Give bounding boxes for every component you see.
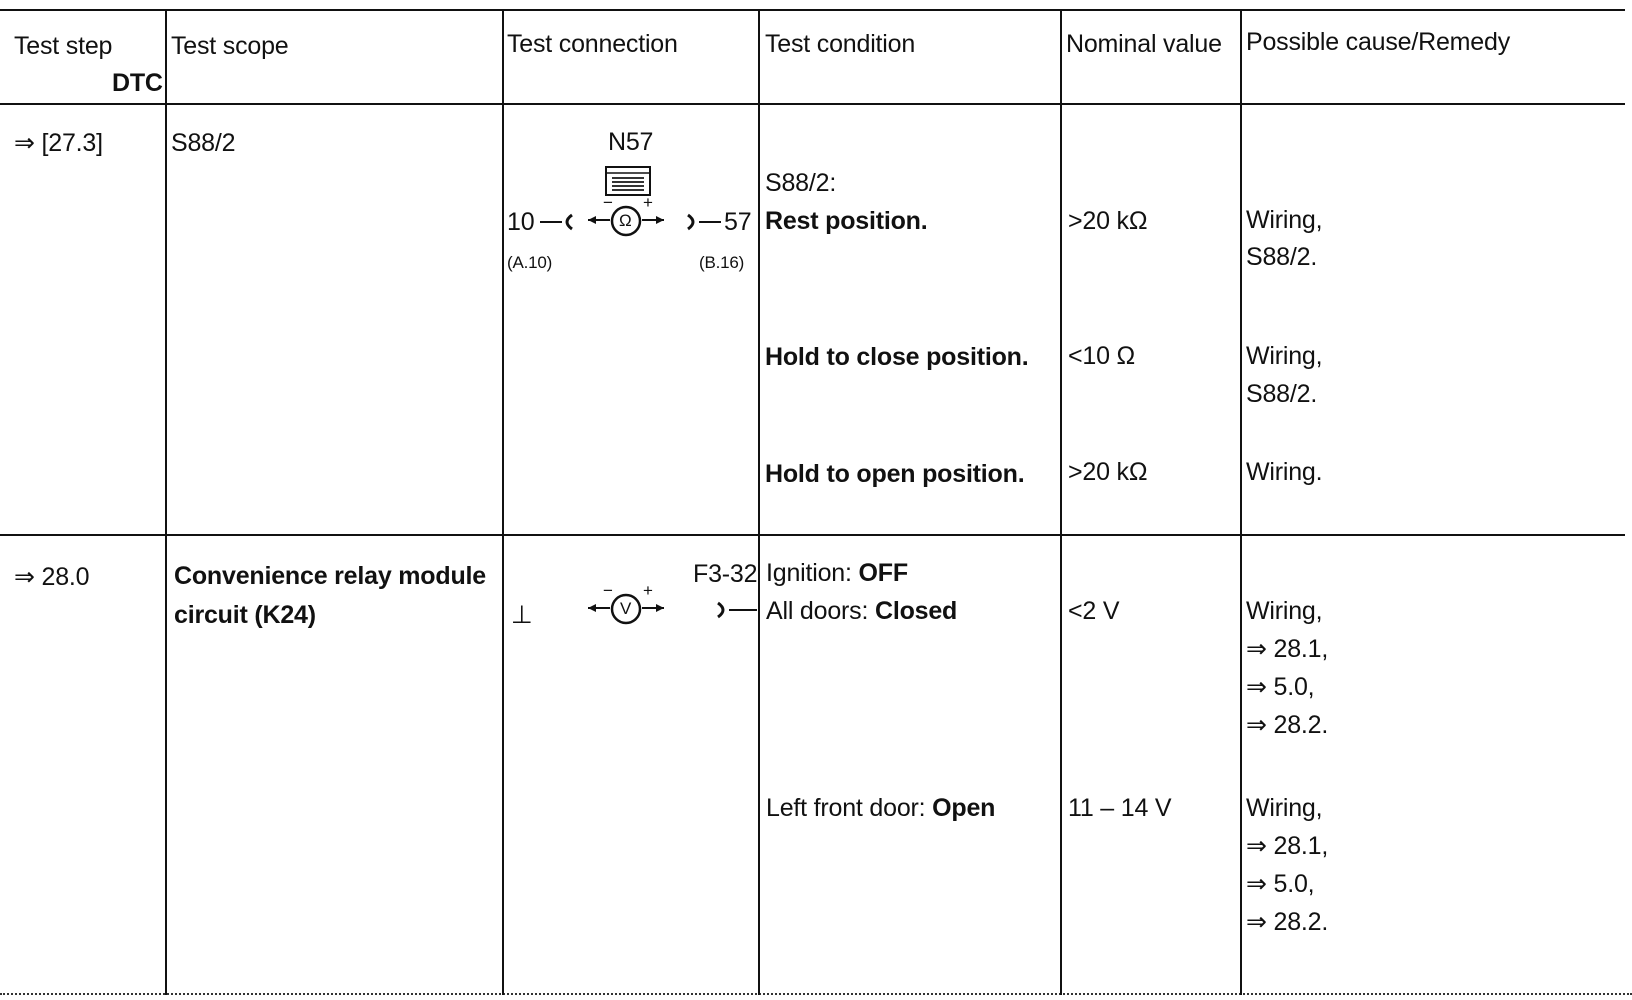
column-divider-2 [502,9,504,995]
row2-test-step: ⇒ 28.0 [14,563,90,591]
header-test-condition: Test condition [765,30,916,58]
row2-cond2-nominal: 11 – 14 V [1068,794,1172,822]
row1-cond3-text: Hold to open position. [765,460,1025,488]
header-dtc: DTC [112,69,163,97]
right-socket-connector [685,212,721,232]
row1-module-label: N57 [608,128,654,156]
doors-value: Closed [874,597,958,625]
ohmmeter-minus: − [603,193,613,212]
left-front-door-label: Left front door: [766,794,933,822]
row2-cond2-remedy-2: ⇒ 28.1, [1246,832,1329,860]
row2-cond1-line2 [766,597,957,626]
row2-terminal-label: F3-32 [693,560,758,588]
left-front-door-value: Open [932,794,996,822]
voltmeter-symbol: V [620,599,632,618]
row2-cond1-line1 [766,559,908,588]
header-test-step: Test step [14,32,113,60]
row2-cond2-remedy-1: Wiring, [1246,794,1323,822]
header-possible-cause: Possible cause/Remedy [1246,28,1510,56]
left-socket-connector [540,212,576,232]
row2-scope-line2: circuit (K24) [174,601,316,629]
row1-cond3-remedy-1: Wiring. [1246,458,1323,486]
row2-cond2-remedy-4: ⇒ 28.2. [1246,908,1329,936]
header-nominal-value: Nominal value [1066,30,1222,58]
table-top-border [0,9,1625,11]
column-divider-3 [758,9,760,995]
header-test-scope: Test scope [171,32,289,60]
row2-cond2-line1 [766,794,995,823]
row2-cond1-nominal: <2 V [1068,597,1120,625]
ohmmeter-symbol: Ω [619,211,632,230]
terminal-socket-connector [715,600,757,620]
row1-test-scope: S88/2 [171,129,236,157]
ohmmeter-plus: + [643,193,653,212]
ignition-label: Ignition: [766,559,859,587]
ground-symbol: ⊥ [511,601,533,629]
row2-cond1-remedy-1: Wiring, [1246,597,1323,625]
row1-pin-right: 57 [724,208,752,236]
row2-cond1-remedy-4: ⇒ 28.2. [1246,711,1329,739]
row1-cond1-prefix: S88/2: [765,169,837,197]
voltmeter-plus: + [643,581,653,600]
row1-cond2-remedy-2: S88/2. [1246,380,1318,408]
row1-pin-left: 10 [507,208,535,236]
row1-cond3-nominal: >20 kΩ [1068,458,1148,486]
header-test-connection: Test connection [507,30,678,58]
row1-pin-right-ref: (B.16) [699,253,745,272]
row1-test-step: ⇒ [27.3] [14,129,103,157]
row2-cond1-remedy-3: ⇒ 5.0, [1246,673,1315,701]
row1-cond2-remedy-1: Wiring, [1246,342,1323,370]
column-divider-5 [1240,9,1242,995]
row1-cond2-text: Hold to close position. [765,343,1029,371]
row1-cond1-remedy-2: S88/2. [1246,243,1318,271]
doors-label: All doors: [766,597,875,625]
row-divider [0,534,1625,536]
header-divider [0,103,1625,105]
row1-cond1-remedy-1: Wiring, [1246,206,1323,234]
voltmeter-minus: − [603,581,613,600]
table-bottom-dotted-border [0,993,1632,995]
row2-cond1-remedy-2: ⇒ 28.1, [1246,635,1329,663]
column-divider-1 [165,9,167,995]
row1-cond2-nominal: <10 Ω [1068,342,1136,370]
row1-cond1-text: Rest position. [765,207,928,235]
row1-pin-left-ref: (A.10) [507,253,553,272]
row2-scope-line1: Convenience relay module [174,562,486,590]
ignition-value: OFF [858,559,908,587]
column-divider-4 [1060,9,1062,995]
row1-cond1-nominal: >20 kΩ [1068,207,1148,235]
control-module-icon [605,166,651,196]
row2-cond2-remedy-3: ⇒ 5.0, [1246,870,1315,898]
